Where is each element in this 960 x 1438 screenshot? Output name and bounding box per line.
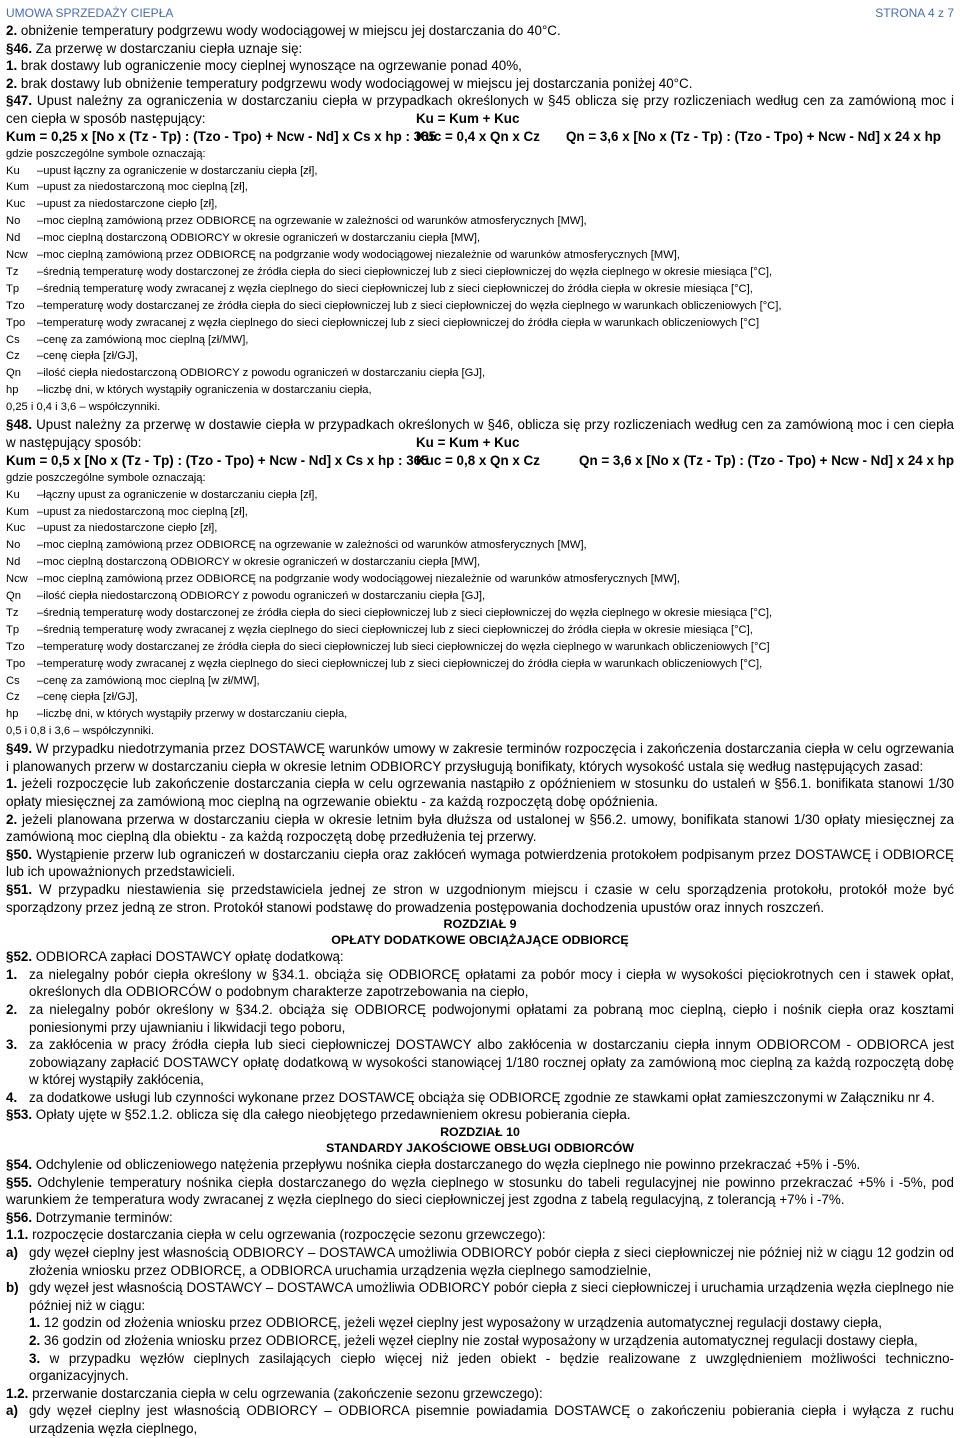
dash: – xyxy=(37,488,44,501)
dash: – xyxy=(37,282,44,295)
dash: – xyxy=(37,522,44,535)
symbol-description: ilość ciepła niedostarczoną ODBIORCY z powodu ograniczeń w dostarczaniu ciepła [GJ], xyxy=(43,367,486,380)
item-letter: b) xyxy=(6,1280,19,1296)
intro-line xyxy=(6,22,954,40)
formula-kuc: Kuc = 0,4 x Qn x Cz xyxy=(416,128,540,144)
symbol-row xyxy=(6,298,954,315)
item-number: 2. xyxy=(6,811,18,827)
line-text: Za przerwę w dostarczaniu ciepła uznaje się: xyxy=(35,40,303,56)
symbol-row xyxy=(6,639,954,656)
symbol-row xyxy=(6,605,954,622)
symbol-row xyxy=(6,315,954,332)
symbol-row xyxy=(6,213,954,230)
symbol-row xyxy=(6,706,954,723)
symbol-description: upust za niedostarczoną moc cieplną [zł], xyxy=(43,505,248,518)
symbol: Ncw xyxy=(6,573,28,586)
dash: – xyxy=(37,657,44,670)
dash: – xyxy=(37,590,44,603)
symbol-description: upust za niedostarczoną moc cieplną [zł], xyxy=(43,181,248,194)
symbol-row xyxy=(6,365,954,382)
paragraph-text: W przypadku niestawienia się przedstawiciela jednej ze stron w uzgodnionym miejscu i czasie w celu sporządzenia protokołu, protokół może być sporządzony przez jedną ze stron. Protokół stanowi podstawę do prowadzenia postępowania dochodzenia upustów oraz innych roszczeń. xyxy=(6,881,954,915)
symbol-description: cenę ciepła [zł/GJ], xyxy=(43,350,138,363)
paragraph-51 xyxy=(6,881,954,916)
symbol: Kuc xyxy=(6,522,26,535)
item-text: za dodatkowe usługi lub czynności wykonane przez DOSTAWCĘ obciąża się ODBIORCĘ zgodnie ze stawkami opłat zamieszczonymi w Załączniku nr 4. xyxy=(29,1089,935,1105)
dash: – xyxy=(37,539,44,552)
formula-qn: Qn = 3,6 x [No x (Tz - Tp) : (Tzo - Tpo) + Ncw - Nd] x 24 x hp xyxy=(566,128,941,144)
symbol-row xyxy=(6,264,954,281)
item-number: 2. xyxy=(6,1001,18,1017)
list-item xyxy=(6,966,954,1001)
dash: – xyxy=(37,640,44,653)
coefficients-note: 0,25 i 0,4 i 3,6 – współczynniki. xyxy=(6,401,161,414)
item-letter: a) xyxy=(6,1403,18,1419)
list-item xyxy=(6,1036,954,1089)
symbol-row xyxy=(6,504,954,521)
symbol-row xyxy=(6,487,954,504)
item-b-3 xyxy=(6,1350,954,1385)
intro-line xyxy=(6,75,954,93)
paragraph-number: §49. xyxy=(6,741,33,757)
symbols-intro: gdzie poszczególne symbole oznaczają: xyxy=(6,147,206,160)
line-number: §46. xyxy=(6,40,33,56)
line-number: 2. xyxy=(6,23,18,38)
line-text: brak dostawy lub ograniczenie mocy cieplnej wynoszące na ogrzewanie ponad 40%, xyxy=(20,58,522,73)
chapter-10-subtitle: STANDARDY JAKOŚCIOWE OBSŁUGI ODBIORCÓW xyxy=(326,1141,634,1156)
sub-number: 2. xyxy=(29,1333,41,1348)
line-text: brak dostawy lub obniżenie temperatury podgrzewu wody wodociągowej w miejscu jej dostarczania poniżej 40°C. xyxy=(20,75,693,91)
dash: – xyxy=(37,674,44,687)
sub-text: 12 godzin od złożenia wniosku przez ODBIORCĘ, jeżeli węzeł cieplny jest wyposażony w urządzenia automatycznej regulacji dostawy ciepła, xyxy=(43,1315,882,1331)
symbol-row xyxy=(6,656,954,673)
symbol-description: temperaturę wody dostarczanej ze źródła ciepła do sieci ciepłowniczej lub sieci ciepłowniczej do węzła cieplnego w warunkach obliczeniowych [°C] xyxy=(43,640,770,653)
symbol: Tz xyxy=(6,265,19,278)
symbol-row xyxy=(6,588,954,605)
item-text: za zakłócenia w pracy źródła ciepła lub sieci ciepłowniczej DOSTAWCY albo zakłócenia w dostarczaniu ciepła innym ODBIORCOM - ODBIORCA jest zobowiązany zapłacić DOSTAWCY opłatę dodatkową w wysokości stanowiącej 1/180 rocznej opłaty za zamówioną moc cieplną za każdą rozpoczętą dobę w której wystąpiły zakłócenia, xyxy=(29,1037,954,1088)
symbol-row xyxy=(6,348,954,365)
sub-text: w przypadku węzłów cieplnych zasilających ciepło więcej niż jeden obiekt - będzie realizowane z uwzględnieniem możliwości techniczno-organizacyjnych. xyxy=(29,1350,954,1384)
item-text: gdy węzeł cieplny jest własnością ODBIORCY – ODBIORCA pisemnie powiadamia DOSTAWCĘ o zakończeniu pobierania ciepła i wyłącza z ruchu urządzenia węzła cieplnego, xyxy=(29,1403,954,1436)
paragraph-text: W przypadku niedotrzymania przez DOSTAWCĘ warunków umowy w zakresie terminów rozpoczęcia i zakończenia dostarczania ciepła w celu ogrzewania i planowanych przerw w dostarczaniu ciepła w okresie letnim ODBIORCY przysługują bonifikaty, których wysokość ustala się według następujących zasad: xyxy=(6,741,954,774)
symbol: No xyxy=(6,215,21,228)
symbol: Nd xyxy=(6,556,21,569)
symbol-description: liczbę dni, w których wystąpiły ograniczenia w dostarczaniu ciepła, xyxy=(43,384,372,397)
paragraph-text: Dotrzymanie terminów: xyxy=(35,1209,173,1225)
chapter-9-title: ROZDZIAŁ 9 xyxy=(443,917,517,932)
symbol: Cs xyxy=(6,333,20,346)
section-text: przerwanie dostarczania ciepła w celu ogrzewania (zakończenie sezonu grzewczego): xyxy=(32,1385,543,1401)
item-text: za nielegalny pobór ciepła określony w §34.1. obciąża się ODBIORCĘ opłatami za pobór mocy i ciepła w wysokości pięciokrotnych cen i stawek opłat, określonych dla ODBIORCÓW o podobnym charakterze zapotrzebowania na ciepło, xyxy=(29,966,954,1000)
section-1-2 xyxy=(6,1385,954,1403)
paragraph-text: Opłaty ujęte w §52.1.2. oblicza się dla całego nieobjętego przedawnieniem okresu pobierania ciepła. xyxy=(35,1107,631,1123)
item-number: 1. xyxy=(6,776,18,792)
formula-kum: Kum = 0,25 x [No x (Tz - Tp) : (Tzo - Tpo) + Ncw - Nd] x Cs x hp : 365 xyxy=(6,128,437,144)
item-text: gdy węzeł cieplny jest własnością ODBIORCY – DOSTAWCA umożliwia ODBIORCY pobór ciepła z sieci ciepłowniczej nie później niż w ciągu 12 godzin od złożenia wniosku przez ODBIORCĘ, a ODBIORCA uruchamia urządzenia węzła cieplnego samodzielnie, xyxy=(29,1245,954,1278)
symbol-row xyxy=(6,520,954,537)
dash: – xyxy=(37,606,44,619)
symbol-row xyxy=(6,571,954,588)
dash: – xyxy=(37,198,44,211)
paragraph-53 xyxy=(6,1106,954,1124)
paragraph-number: §51. xyxy=(6,881,33,897)
item-number: 3. xyxy=(6,1037,18,1053)
symbol-description: cenę za zamówioną moc cieplną [zł/MW], xyxy=(43,333,249,346)
sub-number: 1. xyxy=(29,1315,41,1331)
item-text: za nielegalny pobór określony w §34.2. obciąża się ODBIORCĘ podwojonymi opłatami za pobraną moc cieplną, ciepło i nośnik ciepła oraz kosztami poniesionymi przy ujawnianiu i likwidacji tego poboru, xyxy=(29,1001,954,1035)
symbol-row xyxy=(6,689,954,706)
symbol: Ncw xyxy=(6,249,28,262)
symbol-description: ilość ciepła niedostarczoną ODBIORCY z powodu ograniczeń w dostarczaniu ciepła [GJ], xyxy=(43,590,486,603)
item-number: 1. xyxy=(6,966,18,982)
dash: – xyxy=(37,384,44,397)
symbol-description: moc cieplną zamówioną przez ODBIORCĘ na podgrzanie wody wodociągowej niezależnie od warunków atmosferycznych [MW], xyxy=(43,249,680,262)
dash: – xyxy=(37,316,44,329)
paragraph-number: §52. xyxy=(6,949,33,965)
symbol-row xyxy=(6,382,954,399)
list-item xyxy=(6,1001,954,1036)
symbol-row xyxy=(6,673,954,690)
item-b-2 xyxy=(6,1332,954,1350)
dash: – xyxy=(37,691,44,704)
coefficients-note: 0,5 i 0,8 i 3,6 – współczynniki. xyxy=(6,725,154,738)
symbol: Cz xyxy=(6,691,20,704)
item-b-1 xyxy=(6,1314,954,1332)
symbols-intro: gdzie poszczególne symbole oznaczają: xyxy=(6,471,206,484)
line-number: 2. xyxy=(6,75,18,91)
item-number: 4. xyxy=(6,1089,18,1105)
paragraph-number: §55. xyxy=(6,1174,33,1190)
paragraph-49 xyxy=(6,740,954,775)
symbol: Qn xyxy=(6,590,21,603)
paragraph-number: §48. xyxy=(6,417,33,433)
paragraph-number: §56. xyxy=(6,1209,33,1225)
section-text: rozpoczęcie dostarczania ciepła w celu ogrzewania (rozpoczęcie sezonu grzewczego): xyxy=(32,1227,546,1243)
dash: – xyxy=(37,556,44,569)
symbol-description: średnią temperaturę wody zwracanej z węzła cieplnego do sieci ciepłowniczej lub z sieci ciepłowniczej do źródła ciepła w okresie miesiąca [°C], xyxy=(43,623,753,636)
paragraph-55 xyxy=(6,1174,954,1209)
paragraph-number: §47. xyxy=(6,93,33,108)
symbol-row xyxy=(6,247,954,264)
paragraph-text: ODBIORCA zapłaci DOSTAWCY opłatę dodatkową: xyxy=(35,949,344,965)
dash: – xyxy=(37,505,44,518)
symbol: Tzo xyxy=(6,299,25,312)
paragraph-49-item-1 xyxy=(6,775,954,810)
page-header xyxy=(6,4,954,22)
formula-ku xyxy=(6,434,954,452)
item-text: jeżeli planowana przerwa w dostarczaniu ciepła w okresie letnim była dłuższa od ustalonej w §56.2. umowy, bonifikata stanowi 1/30 opłaty miesięcznej za zamówioną moc cieplną dla obiektu - za każdą rozpoczętą dobę przedłużenia tej przerwy. xyxy=(6,811,954,845)
formula-row xyxy=(6,452,954,470)
symbol-description: łączny upust za ograniczenie w dostarczaniu ciepła [zł], xyxy=(43,488,318,501)
paragraph-number: §50. xyxy=(6,846,33,862)
dash: – xyxy=(37,249,44,262)
formula-ku-text: Ku = Kum + Kuc xyxy=(416,434,520,450)
paragraph-text: Odchylenie temperatury nośnika ciepła dostarczanego do węzła cieplnego w stosunku do tabeli regulacyjnej nie powinno przekraczać +5% i -5%, pod warunkiem że temperatura wody zwracanej z węzła cieplnego do sieci ciepłowniczej jest zgodna z tabelą regulacyjną, z tolerancją +7% i -7%. xyxy=(6,1174,954,1208)
item-b xyxy=(6,1279,954,1314)
symbol-row xyxy=(6,230,954,247)
symbols-list xyxy=(6,487,954,724)
paragraph-52-items xyxy=(6,966,954,1107)
symbol-description: upust łączny za ograniczenie w dostarczaniu ciepła [zł], xyxy=(43,164,318,177)
symbol-description: moc cieplną dostarczoną ODBIORCY w okresie ograniczeń w dostarczaniu ciepła [MW], xyxy=(43,556,481,569)
dash: – xyxy=(37,215,44,228)
symbol-row xyxy=(6,332,954,349)
symbol: Nd xyxy=(6,232,21,245)
symbol-description: temperaturę wody dostarczanej ze źródła ciepła do sieci ciepłowniczej lub z sieci ciepłowniczej do węzła cieplnego w warunkach obliczeniowych [°C], xyxy=(43,299,782,312)
paragraph-number: §53. xyxy=(6,1107,33,1123)
dash: – xyxy=(37,367,44,380)
symbol-description: średnią temperaturę wody zwracanej z węzła cieplnego do sieci ciepłowniczej lub z sieci ciepłowniczej do źródła ciepła w okresie miesiąca [°C], xyxy=(43,282,753,295)
symbol-description: temperaturę wody zwracanej z węzła cieplnego do sieci ciepłowniczej lub z sieci ciepłowniczej do źródła ciepła w warunkach obliczeniowych [°C], xyxy=(43,657,763,670)
symbol-row xyxy=(6,163,954,180)
symbol: Tp xyxy=(6,623,20,636)
symbol: Kuc xyxy=(6,198,26,211)
symbol-row xyxy=(6,554,954,571)
symbol: Tz xyxy=(6,606,19,619)
dash: – xyxy=(37,181,44,194)
header-page-number: STRONA 4 z 7 xyxy=(875,6,954,20)
symbol-description: temperaturę wody zwracanej z węzła cieplnego do sieci ciepłowniczej lub z sieci ciepłowniczej do źródła ciepła w warunkach obliczeniowych [°C] xyxy=(43,316,760,329)
intro-line xyxy=(6,57,954,75)
header-title: UMOWA SPRZEDAŻY CIEPŁA xyxy=(6,6,174,20)
paragraph-text: Upust należny za ograniczenia w dostarczaniu ciepła w przypadkach określonych w §45 oblicza się przy rozliczeniach według cen za zamówioną moc i cen ciepła w sposób następujący: xyxy=(6,93,954,126)
formula-row xyxy=(6,128,954,146)
line-number: 1. xyxy=(6,58,18,73)
symbol-row xyxy=(6,622,954,639)
dash: – xyxy=(37,350,44,363)
symbol-description: moc cieplną zamówioną przez ODBIORCĘ na ogrzewanie w zależności od warunków atmosferycznych [MW], xyxy=(43,539,587,552)
symbol: Cs xyxy=(6,674,20,687)
formula-ku-text: Ku = Kum + Kuc xyxy=(416,110,520,126)
symbol-description: liczbę dni, w których wystąpiły przerwy w dostarczaniu ciepła, xyxy=(43,708,348,721)
item-a xyxy=(6,1244,954,1279)
symbol: Tzo xyxy=(6,640,25,653)
symbols-list xyxy=(6,163,954,400)
symbol: No xyxy=(6,539,21,552)
symbol-row xyxy=(6,179,954,196)
formula-kuc: Kuc = 0,8 x Qn x Cz xyxy=(416,452,540,468)
dash: – xyxy=(37,333,44,346)
item-text: jeżeli rozpoczęcie lub zakończenie dostarczania ciepła w celu ogrzewania nastąpiło z opóźnieniem w stosunku do ustaleń w §56.1. bonifikata stanowi 1/30 opłaty miesięcznej za zamówioną moc cieplną na ogrzewanie obiektu - za każdą rozpoczętą dobę opóźnienia. xyxy=(6,776,954,809)
symbol-description: moc cieplną zamówioną przez ODBIORCĘ na ogrzewanie w zależności od warunków atmosferycznych [MW], xyxy=(43,215,587,228)
list-item xyxy=(6,1089,954,1107)
symbol: Qn xyxy=(6,367,21,380)
symbol: Cz xyxy=(6,350,20,363)
dash: – xyxy=(37,573,44,586)
line-text: obniżenie temperatury podgrzewu wody wodociągowej w miejscu jej dostarczania do 40°C. xyxy=(20,23,561,38)
sub-text: 36 godzin od złożenia wniosku przez ODBIORCĘ, jeżeli węzeł cieplny nie został wyposażony w urządzenia automatycznej regulacji dostawy ciepła, xyxy=(43,1333,918,1348)
paragraph-52 xyxy=(6,948,954,966)
symbol-description: upust za niedostarczone ciepło [zł], xyxy=(43,198,218,211)
dash: – xyxy=(37,708,44,721)
section-number: 1.1. xyxy=(6,1227,29,1243)
symbol: Ku xyxy=(6,488,20,501)
item-text: gdy węzeł jest własnością DOSTAWCY – DOSTAWCA umożliwia ODBIORCY pobór ciepła z sieci ciepłowniczej i uruchamia urządzenia węzła cieplnego nie później niż w ciągu: xyxy=(29,1280,954,1313)
section-number: 1.2. xyxy=(6,1385,29,1401)
chapter-10-title: ROZDZIAŁ 10 xyxy=(440,1125,520,1140)
paragraph-49-item-2 xyxy=(6,811,954,846)
paragraph-56 xyxy=(6,1209,954,1227)
symbol: Tp xyxy=(6,282,20,295)
symbol: Ku xyxy=(6,164,20,177)
symbol-description: moc cieplną dostarczoną ODBIORCY w okresie ograniczeń w dostarczaniu ciepła [MW], xyxy=(43,232,481,245)
symbol-description: cenę za zamówioną moc cieplną [w zł/MW], xyxy=(43,674,260,687)
dash: – xyxy=(37,299,44,312)
dash: – xyxy=(37,265,44,278)
symbol: hp xyxy=(6,384,19,397)
symbol-description: moc cieplną zamówioną przez ODBIORCĘ na podgrzanie wody wodociągowej niezależnie od warunków atmosferycznych [MW], xyxy=(43,573,680,586)
chapter-9-subtitle: OPŁATY DODATKOWE OBCIĄŻAJĄCE ODBIORCĘ xyxy=(331,933,629,948)
symbol: Kum xyxy=(6,181,30,194)
formula-qn: Qn = 3,6 x [No x (Tz - Tp) : (Tzo - Tpo) + Ncw - Nd] x 24 x hp xyxy=(579,452,954,468)
symbol-description: średnią temperaturę wody dostarczonej ze źródła ciepła do sieci ciepłowniczej lub z sieci ciepłowniczej do węzła cieplnego w okresie miesiąca [°C], xyxy=(43,606,773,619)
symbol: Tpo xyxy=(6,657,26,670)
symbol: Kum xyxy=(6,505,30,518)
paragraph-text: Upust należny za przerwę w dostawie ciepła w przypadkach określonych w §46, oblicza się przy rozliczeniach według cen za zamówioną moc i cen ciepła w następujący sposób: xyxy=(6,417,954,450)
symbol-description: cenę ciepła [zł/GJ], xyxy=(43,691,138,704)
intro-lines xyxy=(6,22,954,92)
paragraph-text: Wystąpienie przerw lub ograniczeń w dostarczaniu ciepła oraz zakłóceń wymaga potwierdzenia protokołem podpisanym przez DOSTAWCĘ i ODBIORCĘ lub ich upoważnionych przedstawicieli. xyxy=(6,846,954,880)
intro-line xyxy=(6,40,954,58)
symbol-description: średnią temperaturę wody dostarczonej ze źródła ciepła do sieci ciepłowniczej lub z sieci ciepłowniczej do węzła cieplnego w okresie miesiąca [°C], xyxy=(43,265,773,278)
paragraph-50 xyxy=(6,846,954,881)
section-1-1 xyxy=(6,1226,954,1244)
symbol-description: upust za niedostarczone ciepło [zł], xyxy=(43,522,218,535)
paragraph-54 xyxy=(6,1156,954,1174)
paragraph-number: §54. xyxy=(6,1157,33,1173)
symbol-row xyxy=(6,196,954,213)
dash: – xyxy=(37,623,44,636)
symbol-row xyxy=(6,537,954,554)
paragraph-text: Odchylenie od obliczeniowego natężenia przepływu nośnika ciepła dostarczanego do węzła cieplnego nie powinno przekraczać +5% i -5%. xyxy=(35,1157,861,1173)
dash: – xyxy=(37,164,44,177)
symbol: hp xyxy=(6,708,19,721)
dash: – xyxy=(37,232,44,245)
item-letter: a) xyxy=(6,1245,18,1261)
formula-kum: Kum = 0,5 x [No x (Tz - Tp) : (Tzo - Tpo) + Ncw - Nd] x Cs x hp : 365 xyxy=(6,452,429,468)
sub-number: 3. xyxy=(29,1350,41,1366)
symbol-row xyxy=(6,281,954,298)
symbol: Tpo xyxy=(6,316,26,329)
